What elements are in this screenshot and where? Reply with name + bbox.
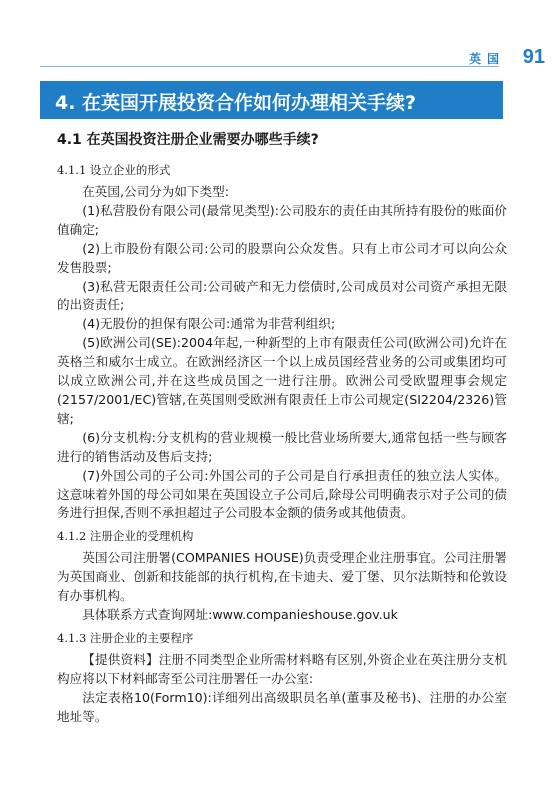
paragraph: (3)私营无限责任公司:公司破产和无力偿债时,公司成员对公司资产承担无限的出资责任; (57, 278, 507, 313)
paragraph: (4)无股份的担保有限公司:通常为非营利组织; (82, 316, 336, 332)
section-title: 4.1 在英国投资注册企业需要办哪些手续? (57, 132, 319, 148)
running-header (0, 46, 559, 78)
chapter-title: 4. 在英国开展投资合作如何办理相关手续? (55, 92, 417, 114)
paragraph: (5)欧洲公司(SE):2004年起,一种新型的上市有限责任公司(欧洲公司)允许在英格兰和威尔士成立。在欧洲经济区一个以上成员国经营业务的公司或集团均可以成立欧洲公司,并在这些成员国之一进行注册。欧洲公司受欧盟理事会规定(2157/2001/EC)管辖,在英国则受欧洲有限责任上市公司规定(SI2204/2326)管辖; (57, 335, 507, 426)
header-rule (40, 66, 499, 67)
subsection-title: 4.1.2 注册企业的受理机构 (57, 529, 194, 543)
paragraph: (2)上市股份有限公司:公司的股票向公众发售。只有上市公司才可以向公众发售股票; (57, 240, 507, 275)
page-number: 91 (522, 46, 545, 68)
paragraph: 在英国,公司分为如下类型: (82, 184, 229, 199)
paragraph: 【提供资料】注册不同类型企业所需材料略有区别,外资企业在英注册分支机构应将以下材料邮寄至公司注册署任一办公室: (57, 652, 507, 686)
paragraph: (7)外国公司的子公司:外国公司的子公司是自行承担责任的独立法人实体。这意味着外国的母公司如果在英国设立子公司后,除母公司明确表示对子公司的债务进行担保,否则不承担超过子公司股本金额的债务或其他债责。 (57, 467, 507, 521)
subsection-title: 4.1.1 设立企业的形式 (57, 163, 171, 177)
paragraph: (6)分支机构:分支机构的营业规模一般比营业场所要大,通常包括一些与顾客进行的销售活动及售后支持; (57, 429, 507, 464)
subsection-body (57, 549, 507, 625)
subsection-title: 4.1.3 注册企业的主要程序 (57, 631, 194, 645)
header-country: 英国 (468, 52, 505, 66)
subsection-body (57, 183, 507, 523)
subsection-body (57, 651, 507, 727)
paragraph: 具体联系方式查询网址:www.companieshouse.gov.uk (82, 606, 398, 622)
paragraph: 英国公司注册署(COMPANIES HOUSE)负责受理企业注册事宜。公司注册署为英国商业、创新和技能部的执行机构,在卡迪夫、爱丁堡、贝尔法斯特和伦敦设有办事机构。 (57, 550, 507, 603)
paragraph: (1)私营股份有限公司(最常见类型):公司股东的责任由其所持有股份的账面价值确定; (57, 202, 507, 237)
paragraph: 法定表格10(Form10):详细列出高级职员名单(董事及秘书)、注册的办公室地址等。 (57, 689, 507, 724)
